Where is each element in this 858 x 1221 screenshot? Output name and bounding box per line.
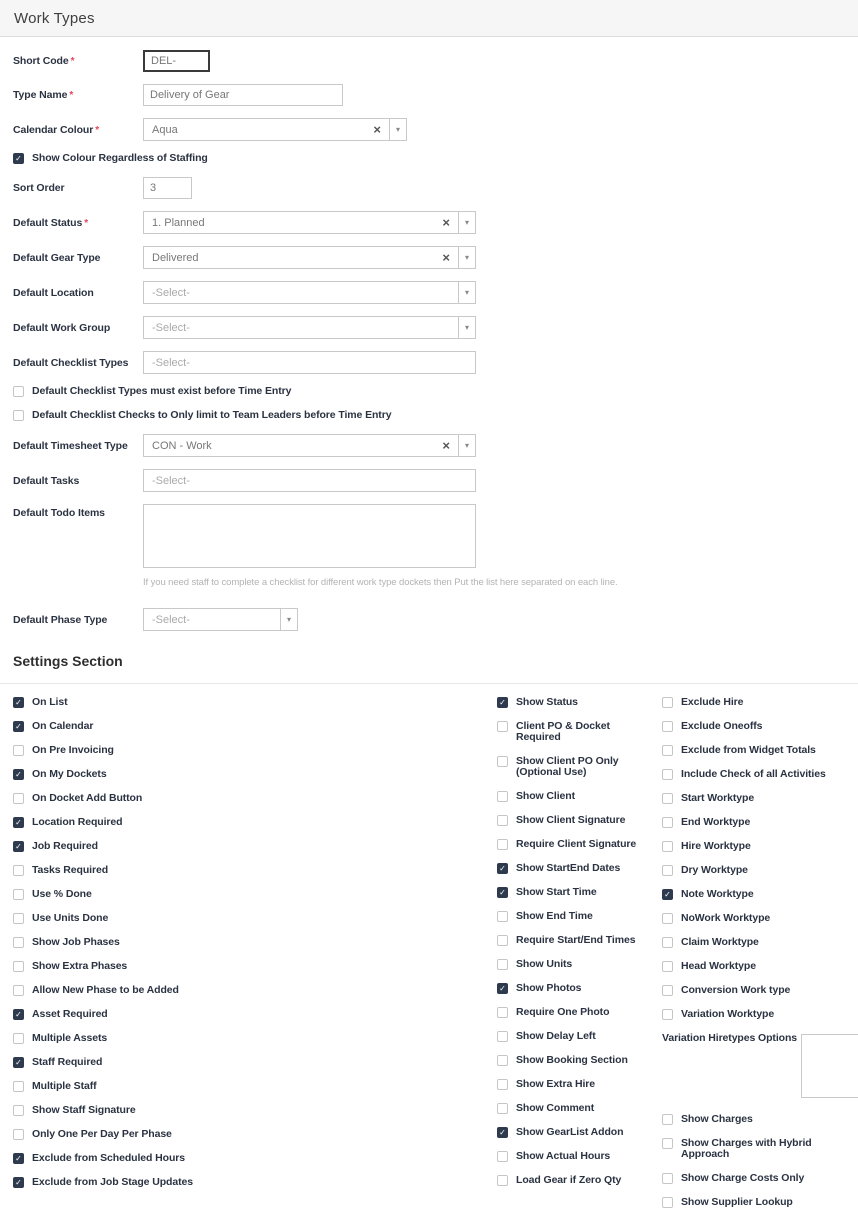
checkbox-unchecked-icon[interactable] [497, 1103, 508, 1114]
checkbox-unchecked-icon[interactable] [662, 961, 673, 972]
checkbox-unchecked-icon[interactable] [13, 1105, 24, 1116]
checkbox-unchecked-icon[interactable] [13, 913, 24, 924]
checkbox-show-colour-regardless-of-staffing[interactable] [13, 153, 858, 164]
checkbox-show-end-time[interactable] [497, 911, 649, 922]
checkbox-unchecked-icon[interactable] [662, 721, 673, 732]
checkbox-unchecked-icon[interactable] [662, 841, 673, 852]
checkbox-require-client-signature[interactable] [497, 839, 649, 850]
checkbox-unchecked-icon[interactable] [13, 865, 24, 876]
calendar-colour-row [13, 118, 858, 141]
default-work-group-value-box[interactable] [143, 316, 459, 339]
default-gear-type-label: Default Gear Type [13, 251, 101, 264]
checkbox-checked-icon[interactable]: ✓ [13, 1153, 24, 1164]
default-todo-items-hint: If you need staff to complete a checklist for different work type dockets then Put the list here separated on each line. [143, 577, 618, 588]
checkbox-exclude-hire[interactable] [662, 697, 858, 708]
checkbox-label: Exclude Hire [681, 696, 744, 708]
required-marker: * [69, 90, 74, 101]
checkbox-label: Show Photos [516, 982, 582, 994]
checkbox-checked-icon[interactable]: ✓ [13, 769, 24, 780]
checkbox-label: Claim Worktype [681, 936, 759, 948]
default-tasks-placeholder: -Select- [152, 474, 190, 487]
checkbox-unchecked-icon[interactable] [662, 1138, 673, 1149]
checkbox-checked-icon[interactable]: ✓ [13, 1177, 24, 1188]
checkbox-unchecked-icon[interactable] [13, 410, 24, 421]
default-timesheet-type-value: CON - Work [152, 439, 212, 452]
checkbox-unchecked-icon[interactable] [13, 937, 24, 948]
default-tasks-row [13, 469, 858, 492]
default-timesheet-type-label: Default Timesheet Type [13, 439, 128, 452]
checkbox-label: Exclude Oneoffs [681, 720, 763, 732]
checkbox-dry-worktype[interactable] [662, 865, 858, 876]
checkbox-label: Default Checklist Checks to Only limit to Team Leaders before Time Entry [32, 409, 392, 421]
checkbox-label: On Docket Add Button [32, 792, 143, 804]
checkbox-checked-icon[interactable]: ✓ [497, 887, 508, 898]
checkbox-show-gearlist-addon[interactable] [497, 1127, 649, 1138]
checkbox-label: Asset Required [32, 1008, 108, 1020]
default-phase-type-row [13, 608, 858, 631]
checkbox-label: Note Worktype [681, 888, 754, 900]
default-status-value: 1. Planned [152, 216, 205, 229]
checkbox-exclude-from-scheduled-hours[interactable] [13, 1153, 313, 1164]
checkbox-show-units[interactable] [497, 959, 649, 970]
default-checklist-types-placeholder: -Select- [152, 356, 190, 369]
checkbox-show-charge-costs-only[interactable] [662, 1173, 858, 1184]
default-location-row [13, 281, 858, 304]
checkbox-label: On Pre Invoicing [32, 744, 114, 756]
checkbox-start-worktype[interactable] [662, 793, 858, 804]
required-marker: * [84, 217, 88, 229]
checkbox-label: Location Required [32, 816, 123, 828]
default-location-label: Default Location [13, 286, 94, 299]
worktype-flags-group [662, 697, 858, 1020]
checkbox-show-client[interactable] [497, 791, 649, 802]
default-status-value-box[interactable] [143, 211, 459, 234]
default-checklist-types-label: Default Checklist Types [13, 356, 129, 369]
checkbox-show-status[interactable] [497, 697, 649, 708]
default-timesheet-type-value-box[interactable] [143, 434, 459, 457]
checkbox-label: Show End Time [516, 910, 593, 922]
dropdown-arrow-icon[interactable]: ▾ [458, 211, 476, 234]
checkbox-only-one-per-day-per-phase[interactable] [13, 1129, 313, 1140]
checkbox-label: Staff Required [32, 1056, 103, 1068]
checkbox-variation-worktype[interactable] [662, 1009, 858, 1020]
settings-divider [0, 683, 858, 684]
default-work-group-select[interactable] [143, 316, 476, 339]
checkbox-label: Show Extra Hire [516, 1078, 596, 1090]
checkbox-unchecked-icon[interactable] [497, 721, 508, 732]
checkbox-label: Show Start Time [516, 886, 597, 898]
checkbox-unchecked-icon[interactable] [662, 817, 673, 828]
checkbox-require-one-photo[interactable] [497, 1007, 649, 1018]
settings-grid [0, 697, 858, 1207]
default-phase-type-label: Default Phase Type [13, 613, 108, 626]
checkbox-unchecked-icon[interactable] [662, 1114, 673, 1125]
checkbox-label: Dry Worktype [681, 864, 748, 876]
dropdown-arrow-icon[interactable]: ▾ [458, 434, 476, 457]
checkbox-unchecked-icon[interactable] [13, 745, 24, 756]
checkbox-label: Show Staff Signature [32, 1104, 136, 1116]
checkbox-exclude-from-job-stage-updates[interactable] [13, 1177, 313, 1188]
default-gear-type-value-box[interactable] [143, 246, 459, 269]
calendar-colour-value: Aqua [152, 123, 178, 136]
default-gear-type-select[interactable] [143, 246, 476, 269]
type-name-input[interactable] [143, 84, 343, 106]
required-marker: * [70, 56, 75, 67]
checkbox-label: Show Extra Phases [32, 960, 128, 972]
checkbox-claim-worktype[interactable] [662, 937, 858, 948]
checkbox-label: Show Delay Left [516, 1030, 596, 1042]
checkbox-require-start-end-times[interactable] [497, 935, 649, 946]
checkbox-unchecked-icon[interactable] [662, 865, 673, 876]
checkbox-label: Show Charges with Hybrid Approach [681, 1137, 812, 1160]
checkbox-show-client-po-only-optional-use[interactable] [497, 756, 649, 778]
checkbox-show-client-signature[interactable] [497, 815, 649, 826]
checkbox-unchecked-icon[interactable] [662, 793, 673, 804]
checkbox-label: NoWork Worktype [681, 912, 771, 924]
default-tasks-select[interactable] [143, 469, 476, 492]
checkbox-checked-icon[interactable]: ✓ [662, 889, 673, 900]
default-location-select[interactable] [143, 281, 476, 304]
type-name-row [13, 84, 858, 106]
checkbox-job-required[interactable] [13, 841, 313, 852]
calendar-colour-select[interactable] [143, 118, 407, 141]
checkbox-unchecked-icon[interactable] [497, 756, 508, 767]
checkbox-asset-required[interactable] [13, 1009, 313, 1020]
checkbox-label: Show Colour Regardless of Staffing [32, 152, 208, 164]
checkbox-include-check-of-all-activities[interactable] [662, 769, 858, 780]
checkbox-label: Show Status [516, 696, 578, 708]
default-gear-type-row [13, 246, 858, 269]
checkbox-show-startend-dates[interactable] [497, 863, 649, 874]
checkbox-unchecked-icon[interactable] [497, 815, 508, 826]
checkbox-label: On List [32, 696, 68, 708]
calendar-colour-label: Calendar Colour * [13, 123, 99, 136]
checkbox-label: Show Client [516, 790, 575, 802]
checkbox-location-required[interactable] [13, 817, 313, 828]
checkbox-on-pre-invoicing[interactable] [13, 745, 313, 756]
checkbox-label: Start Worktype [681, 792, 755, 804]
checkbox-label: Default Checklist Types must exist before Time Entry [32, 385, 292, 397]
checkbox-hire-worktype[interactable] [662, 841, 858, 852]
checkbox-unchecked-icon[interactable] [497, 839, 508, 850]
checkbox-show-start-time[interactable] [497, 887, 649, 898]
checkbox-unchecked-icon[interactable] [497, 1007, 508, 1018]
checkbox-label: Require Client Signature [516, 838, 637, 850]
checkbox-label: Multiple Staff [32, 1080, 97, 1092]
default-status-label: Default Status * [13, 216, 88, 229]
default-location-placeholder: -Select- [152, 286, 190, 299]
checkbox-label: Variation Worktype [681, 1008, 775, 1020]
checkbox-checked-icon[interactable]: ✓ [497, 1127, 508, 1138]
checkbox-unchecked-icon[interactable] [13, 961, 24, 972]
charges-group [662, 1114, 858, 1208]
checkbox-show-delay-left[interactable] [497, 1031, 649, 1042]
default-checklist-types-select[interactable] [143, 351, 476, 374]
calendar-colour-value-box[interactable] [143, 118, 390, 141]
checkbox-tasks-required[interactable] [13, 865, 313, 876]
checkbox-label: Multiple Assets [32, 1032, 108, 1044]
checkbox-unchecked-icon[interactable] [497, 911, 508, 922]
checkbox-unchecked-icon[interactable] [497, 1175, 508, 1186]
checkbox-multiple-staff[interactable] [13, 1081, 313, 1092]
sort-order-label: Sort Order [13, 182, 65, 194]
default-work-group-row [13, 316, 858, 339]
checkbox-show-booking-section[interactable] [497, 1055, 649, 1066]
default-tasks-label: Default Tasks [13, 474, 80, 487]
checkbox-label: Hire Worktype [681, 840, 751, 852]
default-work-group-label: Default Work Group [13, 321, 111, 334]
dropdown-arrow-icon[interactable]: ▾ [458, 246, 476, 269]
checkbox-label: Conversion Work type [681, 984, 791, 996]
checkbox-label: Show Charge Costs Only [681, 1172, 805, 1184]
checkbox-label: Show StartEnd Dates [516, 862, 621, 874]
default-todo-items-textarea[interactable] [143, 504, 476, 568]
checkbox-label: Exclude from Widget Totals [681, 744, 816, 756]
checkbox-use-done[interactable] [13, 889, 313, 900]
checkbox-unchecked-icon[interactable] [497, 935, 508, 946]
checkbox-unchecked-icon[interactable] [662, 1173, 673, 1184]
checkbox-label: Use % Done [32, 888, 92, 900]
checkbox-allow-new-phase-to-be-added[interactable] [13, 985, 313, 996]
type-name-label: Type Name * [13, 89, 74, 101]
checkbox-note-worktype[interactable] [662, 889, 858, 900]
checkbox-label: End Worktype [681, 816, 751, 828]
checkbox-label: Show Actual Hours [516, 1150, 611, 1162]
checkbox-unchecked-icon[interactable] [662, 745, 673, 756]
variation-hiretypes-options-box[interactable] [801, 1034, 858, 1098]
checkbox-staff-required[interactable] [13, 1057, 313, 1068]
checkbox-unchecked-icon[interactable] [13, 889, 24, 900]
checkbox-on-docket-add-button[interactable] [13, 793, 313, 804]
clear-icon[interactable]: × [373, 122, 381, 137]
default-location-value-box[interactable] [143, 281, 459, 304]
checkbox-unchecked-icon[interactable] [662, 1197, 673, 1208]
checkbox-use-units-done[interactable] [13, 913, 313, 924]
checkbox-checked-icon[interactable]: ✓ [13, 841, 24, 852]
checkbox-show-comment[interactable] [497, 1103, 649, 1114]
checkbox-unchecked-icon[interactable] [662, 913, 673, 924]
checkbox-checked-icon[interactable]: ✓ [13, 817, 24, 828]
checkbox-load-gear-if-zero-qty[interactable] [497, 1175, 649, 1186]
default-todo-items-label: Default Todo Items [13, 507, 105, 519]
checkbox-default-checklist-types-must-exist[interactable] [13, 386, 858, 397]
checkbox-label: Require One Photo [516, 1006, 610, 1018]
checkbox-label: Exclude from Scheduled Hours [32, 1152, 185, 1164]
default-work-group-placeholder: -Select- [152, 321, 190, 334]
default-phase-type-value-box[interactable] [143, 608, 281, 631]
checkbox-default-checklist-checks-team-leaders[interactable] [13, 410, 858, 421]
settings-column-2 [497, 697, 649, 1199]
default-status-select[interactable] [143, 211, 476, 234]
checkbox-unchecked-icon[interactable] [662, 1009, 673, 1020]
checkbox-show-actual-hours[interactable] [497, 1151, 649, 1162]
short-code-input[interactable] [143, 50, 210, 72]
checkbox-label: Allow New Phase to be Added [32, 984, 179, 996]
checkbox-label: Tasks Required [32, 864, 109, 876]
checkbox-unchecked-icon[interactable] [662, 769, 673, 780]
checkbox-unchecked-icon[interactable] [13, 386, 24, 397]
checkbox-label: Show Units [516, 958, 573, 970]
clear-icon[interactable]: × [442, 215, 450, 230]
short-code-row [13, 50, 858, 72]
checkbox-show-charges[interactable] [662, 1114, 858, 1125]
short-code-label: Short Code * [13, 55, 75, 67]
checkbox-checked-icon[interactable]: ✓ [497, 697, 508, 708]
checkbox-checked-icon[interactable]: ✓ [13, 153, 24, 164]
clear-icon[interactable]: × [442, 250, 450, 265]
checkbox-label: Show Booking Section [516, 1054, 628, 1066]
checkbox-label: Exclude from Job Stage Updates [32, 1176, 193, 1188]
checkbox-label: Show Comment [516, 1102, 595, 1114]
variation-hiretypes-options-label: Variation Hiretypes Options [662, 1032, 797, 1044]
settings-column-1 [13, 697, 313, 1201]
checkbox-label: Use Units Done [32, 912, 109, 924]
dropdown-arrow-icon[interactable]: ▾ [458, 316, 476, 339]
clear-icon[interactable]: × [442, 438, 450, 453]
checkbox-unchecked-icon[interactable] [497, 1151, 508, 1162]
checkbox-head-worktype[interactable] [662, 961, 858, 972]
checkbox-unchecked-icon[interactable] [13, 985, 24, 996]
default-todo-items-row [13, 504, 858, 596]
checkbox-label: Show GearList Addon [516, 1126, 624, 1138]
checkbox-label: Show Supplier Lookup [681, 1196, 793, 1208]
checkbox-client-po-docket-required[interactable] [497, 721, 649, 743]
checkbox-conversion-work-type[interactable] [662, 985, 858, 996]
default-phase-type-select[interactable] [143, 608, 298, 631]
checkbox-show-job-phases[interactable] [13, 937, 313, 948]
checkbox-unchecked-icon[interactable] [13, 793, 24, 804]
work-type-form [0, 37, 858, 631]
dropdown-arrow-icon[interactable]: ▾ [389, 118, 407, 141]
sort-order-row [13, 177, 858, 199]
checkbox-on-my-dockets[interactable] [13, 769, 313, 780]
checkbox-label: Include Check of all Activities [681, 768, 826, 780]
checkbox-label: Only One Per Day Per Phase [32, 1128, 172, 1140]
checkbox-end-worktype[interactable] [662, 817, 858, 828]
checkbox-label: On Calendar [32, 720, 94, 732]
checkbox-unchecked-icon[interactable] [13, 1033, 24, 1044]
checkbox-nowork-worktype[interactable] [662, 913, 858, 924]
checkbox-unchecked-icon[interactable] [497, 959, 508, 970]
checkbox-unchecked-icon[interactable] [13, 1081, 24, 1092]
checkbox-checked-icon[interactable]: ✓ [13, 1057, 24, 1068]
checkbox-unchecked-icon[interactable] [497, 1055, 508, 1066]
checkbox-unchecked-icon[interactable] [497, 1031, 508, 1042]
checkbox-unchecked-icon[interactable] [497, 791, 508, 802]
checkbox-show-charges-with-hybrid-approach[interactable] [662, 1138, 858, 1160]
checkbox-label: On My Dockets [32, 768, 107, 780]
sort-order-input[interactable] [143, 177, 192, 199]
dropdown-arrow-icon[interactable]: ▾ [280, 608, 298, 631]
checkbox-show-extra-hire[interactable] [497, 1079, 649, 1090]
settings-section-heading: Settings Section [13, 653, 123, 669]
checkbox-label: Job Required [32, 840, 98, 852]
checkbox-checked-icon[interactable]: ✓ [497, 983, 508, 994]
checkbox-unchecked-icon[interactable] [497, 1079, 508, 1090]
checkbox-unchecked-icon[interactable] [662, 937, 673, 948]
default-timesheet-type-row [13, 434, 858, 457]
checkbox-checked-icon[interactable]: ✓ [13, 697, 24, 708]
required-marker: * [95, 124, 99, 136]
checkbox-label: Show Client PO Only (Optional Use) [516, 755, 619, 778]
checkbox-unchecked-icon[interactable] [13, 1129, 24, 1140]
checkbox-multiple-assets[interactable] [13, 1033, 313, 1044]
checkbox-on-calendar[interactable] [13, 721, 313, 732]
dropdown-arrow-icon[interactable]: ▾ [458, 281, 476, 304]
default-checklist-types-row [13, 351, 858, 374]
checkbox-label: Require Start/End Times [516, 934, 636, 946]
checkbox-label: Head Worktype [681, 960, 756, 972]
checkbox-show-supplier-lookup[interactable] [662, 1197, 858, 1208]
checkbox-checked-icon[interactable]: ✓ [497, 863, 508, 874]
checkbox-exclude-oneoffs[interactable] [662, 721, 858, 732]
default-status-row [13, 211, 858, 234]
settings-column-3 [662, 697, 858, 1221]
default-phase-type-placeholder: -Select- [152, 613, 190, 626]
checkbox-label: Load Gear if Zero Qty [516, 1174, 622, 1186]
checkbox-exclude-from-widget-totals[interactable] [662, 745, 858, 756]
checkbox-label: Show Client Signature [516, 814, 626, 826]
checkbox-on-list[interactable] [13, 697, 313, 708]
checkbox-checked-icon[interactable]: ✓ [13, 721, 24, 732]
checkbox-show-staff-signature[interactable] [13, 1105, 313, 1116]
checkbox-label: Show Job Phases [32, 936, 120, 948]
page-title: Work Types [14, 9, 95, 27]
default-timesheet-type-select[interactable] [143, 434, 476, 457]
checkbox-label: Show Charges [681, 1113, 753, 1125]
checkbox-checked-icon[interactable]: ✓ [13, 1009, 24, 1020]
checkbox-show-photos[interactable] [497, 983, 649, 994]
default-gear-type-value: Delivered [152, 251, 199, 264]
checkbox-unchecked-icon[interactable] [662, 985, 673, 996]
checkbox-unchecked-icon[interactable] [662, 697, 673, 708]
checkbox-show-extra-phases[interactable] [13, 961, 313, 972]
checkbox-label: Client PO & Docket Required [516, 720, 610, 743]
page-header [0, 0, 858, 37]
